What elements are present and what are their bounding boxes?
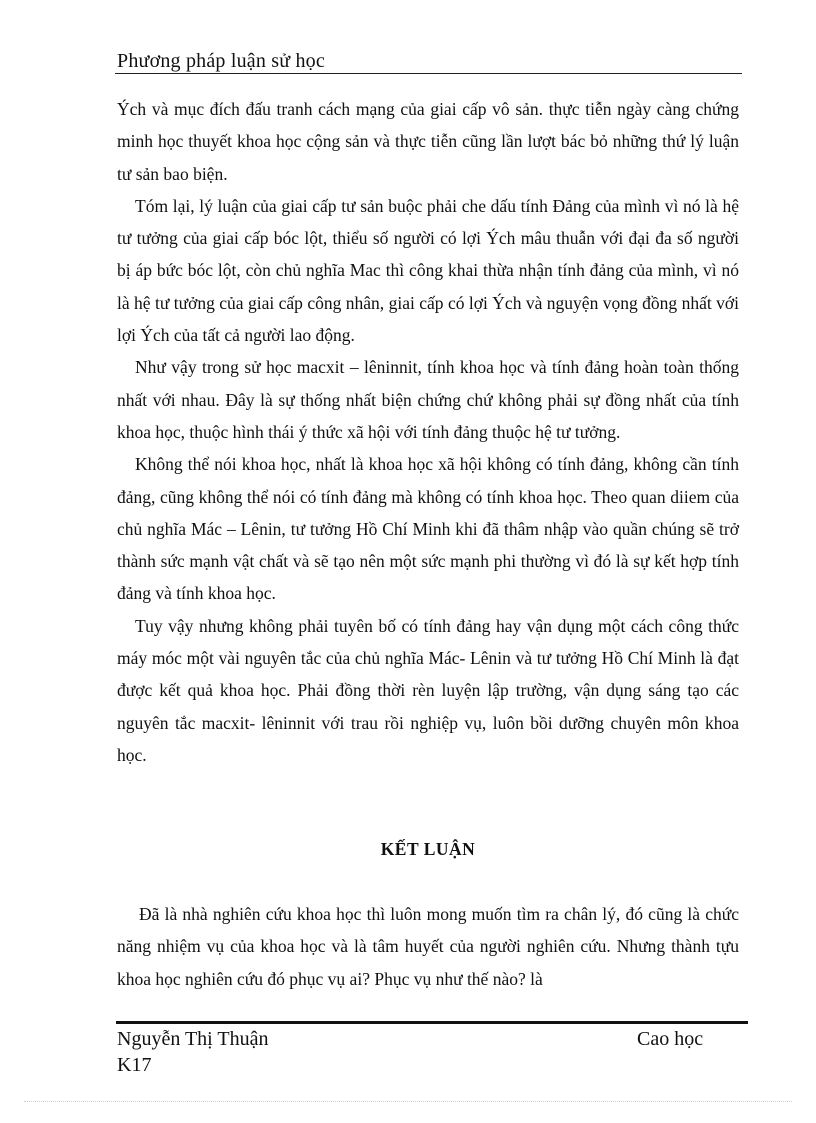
section-heading: KẾT LUẬN: [380, 839, 476, 859]
body-text: [117, 93, 739, 771]
paragraph: Đã là nhà nghiên cứu khoa học thì luôn mong muốn tìm ra chân lý, đó cũng là chức năng nhiệm vụ của khoa học và là tâm huyết của người nghiên cứu. Nhưng thành tựu khoa học nghiên cứu đó phục vụ ai? Phục vụ như thế nào? là: [117, 904, 739, 989]
paragraph: Tóm lại, lý luận của giai cấp tư sản buộc phải che dấu tính Đảng của mình vì nó là hệ tư tưởng của giai cấp bóc lột, thiểu số người có lợi Ých mâu thuẫn với đại đa số người bị áp bức bóc lột, còn chủ nghĩa Mac thì công khai thừa nhận tính đảng của mình, vì nó là hệ tư tưởng của giai cấp công nhân, giai cấp có lợi Ých và nguyện vọng đồng nhất với lợi Ých của tất cả người lao động.: [117, 195, 739, 346]
paragraph: Tuy vậy nhưng không phải tuyên bố có tính đảng hay vận dụng một cách công thức máy móc một vài nguyên tắc của chủ nghĩa Mác- Lênin và tư tưởng Hồ Chí Minh là đạt được kết quả khoa học. Phải đồng thời rèn luyện lập trường, vận dụng sáng tạo các nguyên tắc macxit- lêninnit với trau rồi nghiệp vụ, luôn bồi dưỡng chuyên môn khoa học.: [117, 615, 739, 765]
paragraph: Như vậy trong sử học macxit – lêninnit, tính khoa học và tính đảng hoàn toàn thống nhất với nhau. Đây là sự thống nhất biện chứng chứ không phải sự đồng nhất của tính khoa học, thuộc hình thái ý thức xã hội với tính đảng thuộc hệ tư tưởng.: [117, 357, 739, 442]
page-header-title: Phương pháp luận sử học: [117, 50, 325, 72]
footer-author: Nguyễn Thị Thuận: [117, 1028, 269, 1050]
conclusion-text: [117, 898, 739, 995]
paragraph: Ých và mục đích đấu tranh cách mạng của giai cấp vô sản. thực tiễn ngày càng chứng minh học thuyết khoa học cộng sản và thực tiễn cũng lần lượt bác bỏ những thứ lý luận tư sản bao biện.: [117, 99, 739, 184]
paragraph: Không thể nói khoa học, nhất là khoa học xã hội không có tính đảng, không cần tính đảng, cũng không thể nói có tính đảng mà không có tính khoa học. Theo quan diiem của chủ nghĩa Mác – Lênin, tư tưởng Hồ Chí Minh khi đã thâm nhập vào quần chúng sẽ trở thành sức mạnh vật chất và sẽ tạo nên một sức mạnh phi thường vì đó là sự kết hợp tính đảng và tính khoa học.: [117, 454, 739, 604]
page-bottom-border: [24, 1101, 792, 1102]
header-divider: [115, 73, 742, 74]
footer-cohort: K17: [117, 1054, 152, 1076]
footer-divider: [116, 1021, 748, 1024]
footer-program: Cao học: [637, 1028, 704, 1050]
